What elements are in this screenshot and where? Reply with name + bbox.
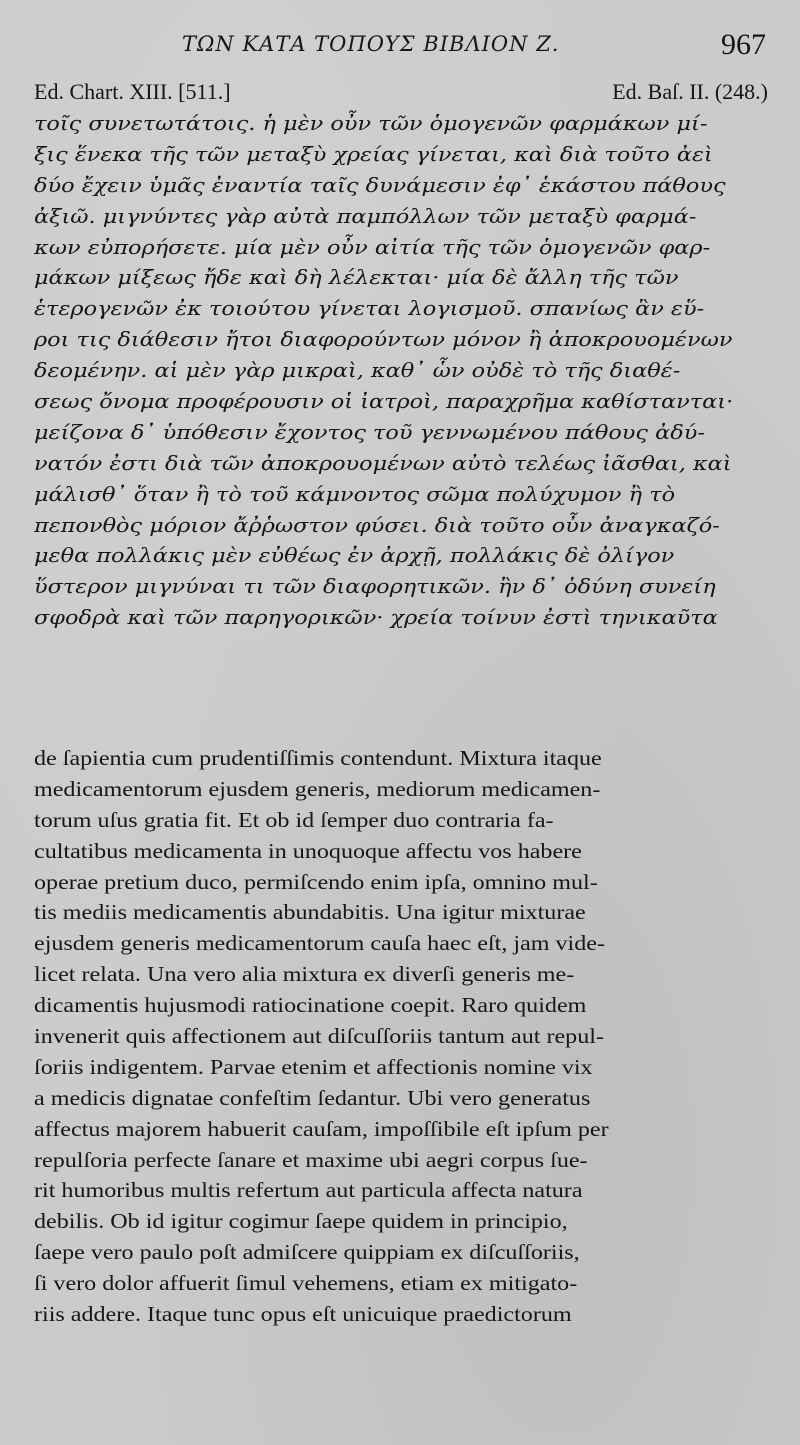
greek-line: μεθα πολλάκις μὲν εὐθέως ἐν ἀρχῇ, πολλάκις δὲ ὀλίγον [34, 543, 675, 568]
latin-line: ſaepe vero paulo poſt admiſcere quippiam ex diſcuſſoriis, [34, 1240, 580, 1265]
latin-line: licet relata. Una vero alia mixtura ex diverſi generis me- [34, 962, 575, 987]
greek-line: νατόν ἐστι διὰ τῶν ἀποκρουομένων αὐτὸ τελέως ἰᾶσθαι, καὶ [34, 450, 732, 475]
greek-line: σεως ὄνομα προφέρουσιν οἱ ἰατροὶ, παραχρῆμα καθίστανται· [34, 389, 734, 414]
greek-line: μάλισθ᾽ ὅταν ἢ τὸ τοῦ κάμνοντος σῶμα πολύχυμον ἢ τὸ [34, 481, 676, 506]
latin-line: invenerit quis affectionem aut diſcuſſoriis tantum aut repul- [34, 1024, 604, 1049]
latin-line: debilis. Ob id igitur cogimur ſaepe quidem in principio, [34, 1209, 568, 1234]
greek-line: μάκων μίξεως ἤδε καὶ δὴ λέλεκται· μία δὲ ἄλλη τῆς τῶν [34, 265, 679, 290]
latin-line: a medicis dignatae confeſtim ſedantur. Ubi vero generatus [34, 1085, 591, 1110]
greek-line: σφοδρὰ καὶ τῶν παρηγορικῶν· χρεία τοίνυν ἐστὶ τηνικαῦτα [34, 605, 718, 630]
latin-line: operae pretium duco, permiſcendo enim ipſa, omnino mul- [34, 869, 598, 894]
latin-line: de ſapientia cum prudentiſſimis contendunt. Mixtura itaque [34, 746, 602, 770]
running-head [0, 30, 800, 70]
latin-line: tis mediis medicamentis abundabitis. Una igitur mixturae [34, 900, 586, 925]
latin-line: affectus majorem habuerit cauſam, impoſſibile eſt ipſum per [34, 1116, 609, 1141]
greek-line: δεομένην. αἱ μὲν γὰρ μικραὶ, καθ᾽ ὧν οὐδὲ τὸ τῆς διαθέ- [34, 358, 681, 383]
greek-line: ξις ἕνεκα τῆς τῶν μεταξὺ χρείας γίνεται, καὶ διὰ τοῦτο ἀεὶ [34, 141, 713, 166]
page-number: 967 [721, 28, 766, 61]
greek-line: μείζονα δ᾽ ὑπόθεσιν ἔχοντος τοῦ γεννωμένου πάθους ἀδύ- [34, 419, 705, 444]
latin-line: ejusdem generis medicamentorum cauſa haec eſt, jam vide- [34, 931, 606, 956]
greek-line: κων εὐπορήσετε. μία μὲν οὖν αἰτία τῆς τῶν ὁμογενῶν φαρ- [34, 234, 711, 259]
greek-line: ροι τις διάθεσιν ἤτοι διαφορούντων μόνον ἢ ἀποκρουομένων [34, 327, 733, 352]
latin-line: ſi vero dolor affuerit ſimul vehemens, etiam ex mitigato- [34, 1271, 578, 1296]
latin-line: medicamentorum ejusdem generis, mediorum medicamen- [34, 776, 601, 801]
edition-reference-line [34, 79, 768, 107]
edition-reference-basel: Ed. Baſ. II. (248.) [612, 79, 768, 104]
edition-reference-chartier: Ed. Chart. XIII. [511.] [34, 79, 231, 104]
greek-line: τοῖς συνετωτάτοις. ἡ μὲν οὖν τῶν ὁμογενῶν φαρμάκων μί- [34, 111, 708, 135]
greek-line: πεπονθὸς μόριον ἄῤῥωστον φύσει. διὰ τοῦτο οὖν ἀναγκαζό- [34, 512, 720, 537]
latin-line: cultatibus medicamenta in unoquoque affectu vos habere [34, 838, 582, 863]
latin-line: riis addere. Itaque tunc opus eſt unicuique praedictorum [34, 1302, 572, 1327]
greek-line: ἀξιῶ. μιγνύντες γὰρ αὐτὰ παμπόλλων τῶν μεταξὺ φαρμά- [34, 203, 697, 228]
latin-line: rit humoribus multis refertum aut particula affecta natura [34, 1178, 583, 1203]
latin-line: torum uſus gratia fit. Et ob id ſemper duo contraria fa- [34, 807, 554, 832]
greek-line: ἑτερογενῶν ἐκ τοιούτου γίνεται λογισμοῦ. σπανίως ἂν εὕ- [34, 296, 705, 321]
running-title: ΤΩΝ ΚΑΤΑ ΤΟΠΟΥΣ ΒΙΒΛΙΟΝ Ζ. [182, 32, 560, 56]
greek-line: δύο ἔχειν ὑμᾶς ἐναντία ταῖς δυνάμεσιν ἐφ᾽ ἑκάστου πάθους [34, 172, 726, 197]
greek-line: ὕστερον μιγνύναι τι τῶν διαφορητικῶν. ἢν δ᾽ ὀδύνη συνείη [34, 574, 716, 599]
greek-text-block [34, 108, 774, 633]
latin-line: repulſoria perfecte ſanare et maxime ubi aegri corpus ſue- [34, 1147, 588, 1172]
latin-line: dicamentis hujusmodi ratiocinatione coepit. Raro quidem [34, 993, 587, 1018]
latin-line: ſoriis indigentem. Parvae etenim et affectionis nomine vix [34, 1054, 593, 1079]
latin-text-block [34, 743, 774, 1330]
